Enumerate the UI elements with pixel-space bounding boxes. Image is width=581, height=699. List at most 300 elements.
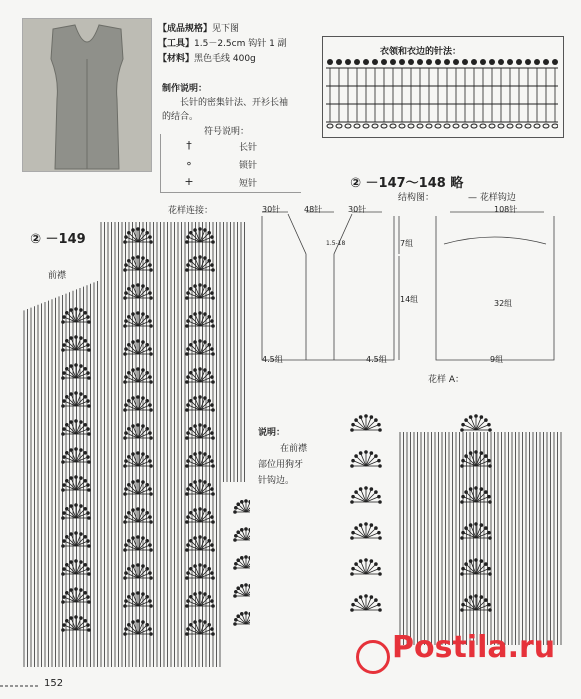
stitch-dot	[74, 391, 78, 395]
stitch-dot	[336, 59, 342, 65]
stitch-dot	[123, 240, 127, 244]
stitch-dot	[474, 414, 478, 418]
stitch-loop	[543, 124, 549, 128]
stitch-dot	[372, 59, 378, 65]
stitch-dot	[131, 592, 135, 596]
stitch-dot	[69, 364, 73, 368]
stitch-dot	[234, 506, 238, 510]
stitch-dot	[354, 454, 358, 458]
stitch-dot	[464, 526, 468, 530]
stitch-line	[200, 289, 209, 298]
stitch-dot	[444, 59, 450, 65]
stitch-dot	[236, 558, 240, 562]
stitch-dot	[131, 256, 135, 260]
stitch-dot	[198, 451, 202, 455]
note-title: 说明：	[258, 428, 286, 438]
stitch-dot	[207, 315, 211, 319]
stitch-dot	[123, 464, 127, 468]
stitch-dot	[69, 308, 73, 312]
stitch-dot	[198, 255, 202, 259]
stitch-dot	[65, 563, 69, 567]
stitch-dot	[148, 347, 152, 351]
stitch-dot	[240, 500, 244, 504]
stitch-dot	[364, 522, 368, 526]
stitch-dot	[136, 619, 140, 623]
stitch-line	[366, 456, 376, 466]
stitch-dot	[145, 399, 149, 403]
stitch-dot	[69, 588, 73, 592]
stitch-dot	[480, 595, 484, 599]
stitch-dot	[79, 392, 83, 396]
stitch-dot	[69, 560, 73, 564]
stitch-dot	[69, 392, 73, 396]
stitch-line	[476, 600, 486, 610]
stitch-dot	[62, 511, 66, 515]
stitch-dot	[378, 464, 382, 468]
stitch-dot	[145, 231, 149, 235]
stitch-dot	[123, 492, 127, 496]
stitch-dot	[236, 530, 240, 534]
stitch-dot	[370, 595, 374, 599]
stitch-dot	[61, 516, 65, 520]
stitch-dot	[123, 380, 127, 384]
stitch-loop	[417, 124, 423, 128]
stitch-dot	[211, 268, 215, 272]
stitch-dot	[62, 427, 66, 431]
stitch-dot	[148, 627, 152, 631]
stitch-line	[200, 345, 209, 354]
stitch-dot	[248, 528, 250, 532]
stitch-line	[356, 420, 366, 430]
stitch-dot	[189, 259, 193, 263]
stitch-dot	[378, 536, 382, 540]
stitch-dot	[203, 452, 207, 456]
stitch-dot	[65, 367, 69, 371]
stitch-line	[200, 317, 209, 326]
stitch-dot	[149, 632, 153, 636]
stitch-dot	[127, 511, 131, 515]
stitch-dot	[189, 511, 193, 515]
stitch-dot	[207, 259, 211, 263]
stitch-dot	[149, 492, 153, 496]
stitch-dot	[65, 451, 69, 455]
stitch-dot	[136, 395, 140, 399]
stitch-dot	[141, 564, 145, 568]
method-block	[162, 82, 302, 124]
stitch-line	[466, 492, 476, 502]
stitch-dot	[69, 504, 73, 508]
stitch-dot	[185, 352, 189, 356]
stitch-line	[200, 373, 209, 382]
stitch-dot	[124, 375, 128, 379]
stitch-line	[356, 564, 366, 574]
stitch-line	[129, 317, 138, 326]
stitch-dot	[141, 256, 145, 260]
stitch-line	[476, 564, 486, 574]
stitch-dot	[364, 486, 368, 490]
stitch-dot	[69, 616, 73, 620]
stitch-line	[200, 233, 209, 242]
stitch-dot	[136, 479, 140, 483]
stitch-dot	[87, 600, 91, 604]
stitch-dot	[127, 483, 131, 487]
stitch-dot	[127, 371, 131, 375]
stitch-dot	[198, 283, 202, 287]
stitch-dot	[207, 427, 211, 431]
stitch-dot	[464, 490, 468, 494]
stitch-line	[67, 341, 76, 350]
stitch-dot	[136, 367, 140, 371]
stitch-dot	[354, 598, 358, 602]
stitch-dot	[374, 490, 378, 494]
stitch-dot	[149, 324, 153, 328]
stitch-dot	[79, 560, 83, 564]
stitch-dot	[378, 428, 382, 432]
stitch-dot	[124, 235, 128, 239]
stitch-dot	[87, 544, 91, 548]
stitch-dot	[61, 488, 65, 492]
border-stitch-title: 衣领和衣边的针法：	[380, 47, 462, 57]
stitch-dot	[240, 556, 244, 560]
stitch-dot	[148, 515, 152, 519]
stitch-line	[129, 261, 138, 270]
dim-rows-7: 7组	[400, 239, 414, 248]
stitch-dot	[124, 571, 128, 575]
stitch-dot	[359, 595, 363, 599]
stitch-dot	[233, 622, 237, 626]
stitch-dot	[123, 520, 127, 524]
stitch-dot	[145, 567, 149, 571]
stitch-dot	[233, 510, 237, 514]
stitch-dot	[149, 604, 153, 608]
stitch-dot	[131, 228, 135, 232]
stitch-dot	[484, 490, 488, 494]
stitch-dot	[145, 623, 149, 627]
stitch-dot	[236, 586, 240, 590]
stitch-dot	[211, 492, 215, 496]
stitch-dot	[87, 320, 91, 324]
stitch-dot	[124, 347, 128, 351]
stitch-dot	[61, 460, 65, 464]
stitch-loop	[435, 124, 441, 128]
stitch-dot	[487, 459, 491, 463]
stitch-dot	[148, 431, 152, 435]
stitch-dot	[141, 368, 145, 372]
stitch-dot	[207, 371, 211, 375]
stitch-dot	[131, 536, 135, 540]
stitch-dot	[198, 591, 202, 595]
stitch-dot	[87, 516, 91, 520]
stitch-dot	[370, 523, 374, 527]
stitch-dot	[487, 567, 491, 571]
stitch-dot	[469, 523, 473, 527]
stitch-dot	[65, 423, 69, 427]
stitch-dot	[185, 464, 189, 468]
stitch-dot	[136, 311, 140, 315]
stitch-dot	[469, 487, 473, 491]
stitch-dot	[186, 431, 190, 435]
stitch-dot	[83, 507, 87, 511]
stitch-dot	[86, 511, 90, 515]
front-label: 前襟	[48, 271, 67, 281]
stitch-dot	[364, 558, 368, 562]
stitch-dot	[211, 436, 215, 440]
stitch-dot	[145, 315, 149, 319]
stitch-dot	[211, 548, 215, 552]
stitch-line	[129, 233, 138, 242]
stitch-dot	[74, 307, 78, 311]
stitch-dot	[123, 408, 127, 412]
stitch-loop	[372, 124, 378, 128]
stitch-loop	[525, 124, 531, 128]
stitch-dot	[127, 399, 131, 403]
stitch-dot	[244, 611, 248, 615]
stitch-dot	[145, 427, 149, 431]
stitch-dot	[74, 615, 78, 619]
stitch-dot	[123, 296, 127, 300]
stitch-dot	[198, 535, 202, 539]
stitch-dot	[185, 632, 189, 636]
stitch-dot	[327, 59, 333, 65]
stitch-dot	[207, 623, 211, 627]
stitch-dot	[364, 450, 368, 454]
stitch-dot	[74, 447, 78, 451]
stitch-dot	[210, 291, 214, 295]
stitch-dot	[207, 567, 211, 571]
pattern-connect-label: 花样连接：	[168, 206, 214, 216]
stitch-dot	[186, 599, 190, 603]
stitch-dot	[507, 59, 513, 65]
stitch-line	[129, 541, 138, 550]
stitch-dot	[207, 595, 211, 599]
stitch-dot	[193, 424, 197, 428]
stitch-dot	[207, 231, 211, 235]
stitch-line	[366, 600, 376, 610]
stitch-dot	[399, 59, 405, 65]
stitch-line	[67, 565, 76, 574]
stitch-dot	[359, 523, 363, 527]
stitch-dot	[83, 535, 87, 539]
stitch-dot	[83, 591, 87, 595]
stitch-dot	[124, 627, 128, 631]
stitch-dot	[203, 424, 207, 428]
stitch-dot	[145, 343, 149, 347]
stitch-dot	[74, 587, 78, 591]
stitch-dot	[210, 263, 214, 267]
stitch-dot	[488, 536, 492, 540]
stitch-dot	[127, 427, 131, 431]
stitch-dot	[62, 343, 66, 347]
stitch-dot	[86, 399, 90, 403]
stitch-dot	[87, 460, 91, 464]
stitch-dot	[480, 559, 484, 563]
stitch-dot	[351, 603, 355, 607]
stitch-dot	[136, 339, 140, 343]
stitch-dot	[487, 603, 491, 607]
stitch-line	[67, 425, 76, 434]
stitch-dot	[86, 567, 90, 571]
stitch-dot	[240, 528, 244, 532]
stitch-dot	[189, 231, 193, 235]
stitch-dot	[83, 395, 87, 399]
stitch-dot	[123, 436, 127, 440]
stitch-dot	[374, 454, 378, 458]
stitch-dot	[198, 311, 202, 315]
stitch-dot	[123, 268, 127, 272]
stitch-dot	[211, 240, 215, 244]
stitch-dot	[186, 627, 190, 631]
stitch-dot	[189, 315, 193, 319]
stitch-dot	[408, 59, 414, 65]
stitch-dot	[198, 479, 202, 483]
stitch-dot	[185, 548, 189, 552]
dim-back-9: 9组	[490, 355, 504, 364]
stitch-dot	[185, 520, 189, 524]
stitch-dot	[124, 431, 128, 435]
stitch-line	[200, 261, 209, 270]
stitch-dot	[189, 427, 193, 431]
stitch-dot	[86, 343, 90, 347]
stitch-dot	[185, 380, 189, 384]
stitch-dot	[480, 415, 484, 419]
stitch-dot	[131, 284, 135, 288]
stitch-line	[476, 528, 486, 538]
stitch-line	[129, 401, 138, 410]
stitch-dot	[236, 502, 240, 506]
stitch-line	[366, 492, 376, 502]
stitch-dot	[351, 567, 355, 571]
stitch-dot	[374, 562, 378, 566]
stitch-dot	[62, 595, 66, 599]
stitch-dot	[131, 508, 135, 512]
stitch-dot	[426, 59, 432, 65]
stitch-dot	[149, 352, 153, 356]
stitch-dot	[354, 526, 358, 530]
stitch-dot	[207, 483, 211, 487]
stitch-dot	[61, 348, 65, 352]
stitch-dot	[461, 567, 465, 571]
stitch-dot	[461, 603, 465, 607]
stitch-dot	[350, 608, 354, 612]
stitch-dot	[65, 339, 69, 343]
stitch-dot	[185, 408, 189, 412]
stitch-dot	[74, 363, 78, 367]
stitch-dot	[145, 287, 149, 291]
stitch-dot	[148, 403, 152, 407]
structure-diagram	[244, 200, 564, 380]
stitch-dot	[127, 567, 131, 571]
stitch-line	[200, 513, 209, 522]
stitch-dot	[203, 480, 207, 484]
stitch-line	[356, 528, 366, 538]
stitch-dot	[469, 559, 473, 563]
stitch-dot	[207, 455, 211, 459]
stitch-dot	[364, 594, 368, 598]
stitch-dot	[480, 451, 484, 455]
stitch-dot	[61, 572, 65, 576]
stitch-dot	[460, 608, 464, 612]
stitch-dot	[211, 380, 215, 384]
stitch-dot	[127, 595, 131, 599]
vest-illustration	[23, 19, 151, 171]
stitch-dot	[131, 424, 135, 428]
stitch-dot	[148, 319, 152, 323]
stitch-dot	[189, 567, 193, 571]
method-line2: 的结合。	[162, 112, 199, 122]
stitch-dot	[141, 508, 145, 512]
vest-photo	[22, 18, 152, 172]
stitch-dot	[83, 563, 87, 567]
legend-title: 符号说明：	[204, 127, 250, 137]
stitch-dot	[543, 59, 549, 65]
stitch-dot	[193, 284, 197, 288]
stitch-dot	[148, 263, 152, 267]
stitch-dot	[131, 480, 135, 484]
stitch-dot	[193, 396, 197, 400]
stitch-dot	[198, 619, 202, 623]
stitch-line	[476, 492, 486, 502]
stitch-line	[129, 625, 138, 634]
stitch-dot	[210, 431, 214, 435]
stitch-line	[466, 600, 476, 610]
stitch-loop	[462, 124, 468, 128]
stitch-line	[129, 289, 138, 298]
pattern-a-chart	[336, 400, 562, 650]
stitch-dot	[189, 455, 193, 459]
stitch-dot	[351, 531, 355, 535]
stitch-dot	[127, 455, 131, 459]
stitch-loop	[336, 124, 342, 128]
stitch-loop	[399, 124, 405, 128]
stitch-dot	[417, 59, 423, 65]
stitch-dot	[127, 343, 131, 347]
stitch-dot	[189, 343, 193, 347]
stitch-dot	[86, 427, 90, 431]
stitch-dot	[377, 423, 381, 427]
stitch-loop	[471, 124, 477, 128]
stitch-dot	[552, 59, 558, 65]
stitch-dot	[193, 340, 197, 344]
stitch-dot	[87, 628, 91, 632]
stitch-dot	[484, 526, 488, 530]
stitch-dot	[460, 572, 464, 576]
stitch-dot	[86, 315, 90, 319]
stitch-dot	[377, 531, 381, 535]
stitch-dot	[193, 256, 197, 260]
stitch-dot	[61, 600, 65, 604]
stitch-line	[67, 537, 76, 546]
stitch-dot	[351, 495, 355, 499]
stitch-dot	[233, 566, 237, 570]
stitch-dot	[83, 367, 87, 371]
stitch-dot	[487, 495, 491, 499]
stitch-dot	[189, 287, 193, 291]
note-line: 在前襟	[280, 444, 308, 454]
stitch-dot	[124, 599, 128, 603]
stitch-line	[67, 621, 76, 630]
stitch-dot	[474, 486, 478, 490]
stitch-line	[476, 456, 486, 466]
stitch-dot	[198, 339, 202, 343]
stitch-dot	[471, 59, 477, 65]
stitch-line	[67, 369, 76, 378]
stitch-dot	[474, 522, 478, 526]
stitch-dot	[370, 415, 374, 419]
stitch-dot	[488, 464, 492, 468]
stitch-dot	[359, 487, 363, 491]
note-line: 部位用狗牙	[258, 460, 304, 470]
stitch-dot	[61, 432, 65, 436]
